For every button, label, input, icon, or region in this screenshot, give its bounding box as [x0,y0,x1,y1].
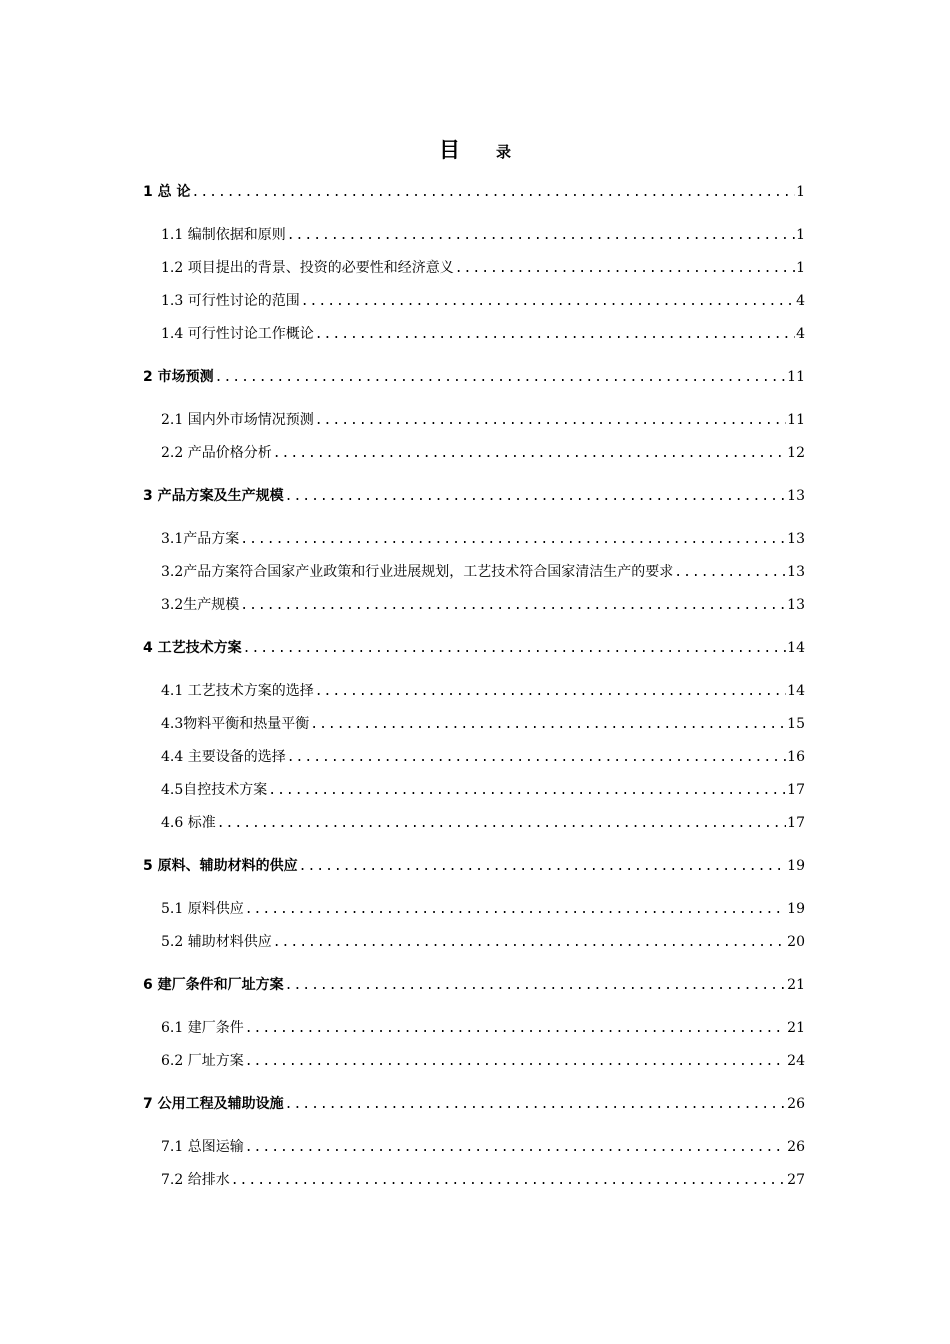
toc-dot-leader [285,487,787,507]
toc-entry-label: 5 原料、辅助材料的供应 [143,858,298,874]
toc-page-number: 15 [787,716,805,732]
toc-page-number: 11 [787,369,805,385]
toc-entry-label: 6 建厂条件和厂址方案 [143,977,284,993]
toc-dot-leader [217,814,786,834]
toc-chapter-entry[interactable] [143,638,805,659]
toc-section-entry[interactable] [161,899,805,920]
toc-dot-leader [273,444,786,464]
toc-title-sub: 录 [495,143,511,161]
toc-section-entry[interactable] [161,780,805,801]
toc-entry-label: 4.5自控技术方案 [161,782,268,798]
toc-dot-leader [245,1052,786,1072]
toc-dot-leader [674,563,786,583]
toc-dot-leader [287,226,795,246]
toc-dot-leader [243,639,787,659]
toc-section-entry[interactable] [161,747,805,768]
toc-section-entry[interactable] [161,225,805,246]
toc-entry-label: 5.2 辅助材料供应 [161,934,272,950]
toc-chapter-entry[interactable] [143,367,805,388]
toc-dot-leader [273,933,786,953]
toc-chapter-entry[interactable] [143,856,805,877]
toc-entry-label: 4.6 标准 [161,815,216,831]
toc-page-number: 11 [787,412,805,428]
toc-section-entry[interactable] [161,714,805,735]
toc-section-entry[interactable] [161,443,805,464]
toc-entry-label: 4.4 主要设备的选择 [161,749,286,765]
toc-section-entry[interactable] [161,595,805,616]
toc-entry-label: 2 市场预测 [143,369,214,385]
toc-entry-label: 7.1 总图运输 [161,1139,244,1155]
toc-entry-label: 1 总 论 [143,184,191,200]
toc-entry-label: 1.1 编制依据和原则 [161,227,286,243]
toc-entry-label: 1.4 可行性讨论工作概论 [161,326,314,342]
toc-chapter-entry[interactable] [143,486,805,507]
toc-entry-label: 3 产品方案及生产规模 [143,488,284,504]
toc-dot-leader [268,781,786,801]
toc-section-entry[interactable] [161,813,805,834]
toc-title-main: 目 [438,138,460,162]
toc-section-entry[interactable] [161,1051,805,1072]
toc-page-number: 13 [787,531,805,547]
toc-dot-leader [315,411,786,431]
toc-dot-leader [455,259,795,279]
toc-entry-label: 2.1 国内外市场情况预测 [161,412,314,428]
toc-entry-label: 5.1 原料供应 [161,901,244,917]
toc-entry-label: 1.2 项目提出的背景、投资的必要性和经济意义 [161,260,454,276]
toc-dot-leader [301,292,795,312]
toc-dot-leader [245,900,786,920]
toc-dot-leader [215,368,787,388]
toc-entry-label: 2.2 产品价格分析 [161,445,272,461]
toc-page-number: 26 [787,1096,805,1112]
toc-dot-leader [287,748,786,768]
toc-dot-leader [285,976,787,996]
toc-dot-leader [192,183,796,203]
toc-dot-leader [285,1095,787,1115]
toc-section-entry[interactable] [161,1018,805,1039]
toc-page-number: 1 [796,184,805,200]
toc-dot-leader [315,682,786,702]
toc-entry-label: 3.2产品方案符合国家产业政策和行业进展规划，工艺技术符合国家清洁生产的要求 [161,564,674,580]
toc-dot-leader [310,715,786,735]
toc-page-number: 19 [787,858,805,874]
toc-page-number: 21 [787,977,805,993]
toc-page-number: 4 [796,293,805,309]
toc-chapter-entry[interactable] [143,975,805,996]
toc-entry-label: 7.2 给排水 [161,1172,230,1188]
toc-section-entry[interactable] [161,291,805,312]
toc-page-number: 26 [787,1139,805,1155]
toc-page-number: 17 [787,815,805,831]
toc-section-entry[interactable] [161,324,805,345]
toc-dot-leader [245,1138,786,1158]
toc-page-number: 13 [787,597,805,613]
toc-entry-label: 3.2生产规模 [161,597,240,613]
toc-dot-leader [299,857,787,877]
toc-section-entry[interactable] [161,410,805,431]
toc-dot-leader [231,1171,786,1191]
toc-entry-label: 4.3物料平衡和热量平衡 [161,716,310,732]
toc-dot-leader [245,1019,786,1039]
toc-section-entry[interactable] [161,258,805,279]
toc-section-entry[interactable] [161,562,805,583]
toc-section-entry[interactable] [161,1137,805,1158]
toc-page-number: 19 [787,901,805,917]
toc-section-entry[interactable] [161,681,805,702]
toc-page-number: 16 [787,749,805,765]
toc-page-number: 14 [787,683,805,699]
toc-entry-label: 6.1 建厂条件 [161,1020,244,1036]
toc-page-number: 1 [796,260,805,276]
toc-page-number: 12 [787,445,805,461]
toc-entry-label: 6.2 厂址方案 [161,1053,244,1069]
toc-chapter-entry[interactable] [143,1094,805,1115]
toc-page-number: 20 [787,934,805,950]
toc-section-entry[interactable] [161,932,805,953]
toc-entry-label: 4 工艺技术方案 [143,640,242,656]
toc-page-number: 4 [796,326,805,342]
toc-page-number: 27 [787,1172,805,1188]
toc-dot-leader [240,596,786,616]
toc-page-number: 13 [787,564,805,580]
toc-page-number: 13 [787,488,805,504]
toc-section-entry[interactable] [161,1170,805,1191]
toc-section-entry[interactable] [161,529,805,550]
toc-page-number: 24 [787,1053,805,1069]
toc-dot-leader [315,325,795,345]
toc-chapter-entry[interactable] [143,182,805,203]
toc-page-number: 17 [787,782,805,798]
toc-page-number: 1 [796,227,805,243]
toc-entry-label: 4.1 工艺技术方案的选择 [161,683,314,699]
toc-page-number: 21 [787,1020,805,1036]
toc-entry-label: 3.1产品方案 [161,531,240,547]
toc-entry-label: 1.3 可行性讨论的范围 [161,293,300,309]
toc-entry-label: 7 公用工程及辅助设施 [143,1096,284,1112]
toc-dot-leader [240,530,786,550]
toc-page-number: 14 [787,640,805,656]
